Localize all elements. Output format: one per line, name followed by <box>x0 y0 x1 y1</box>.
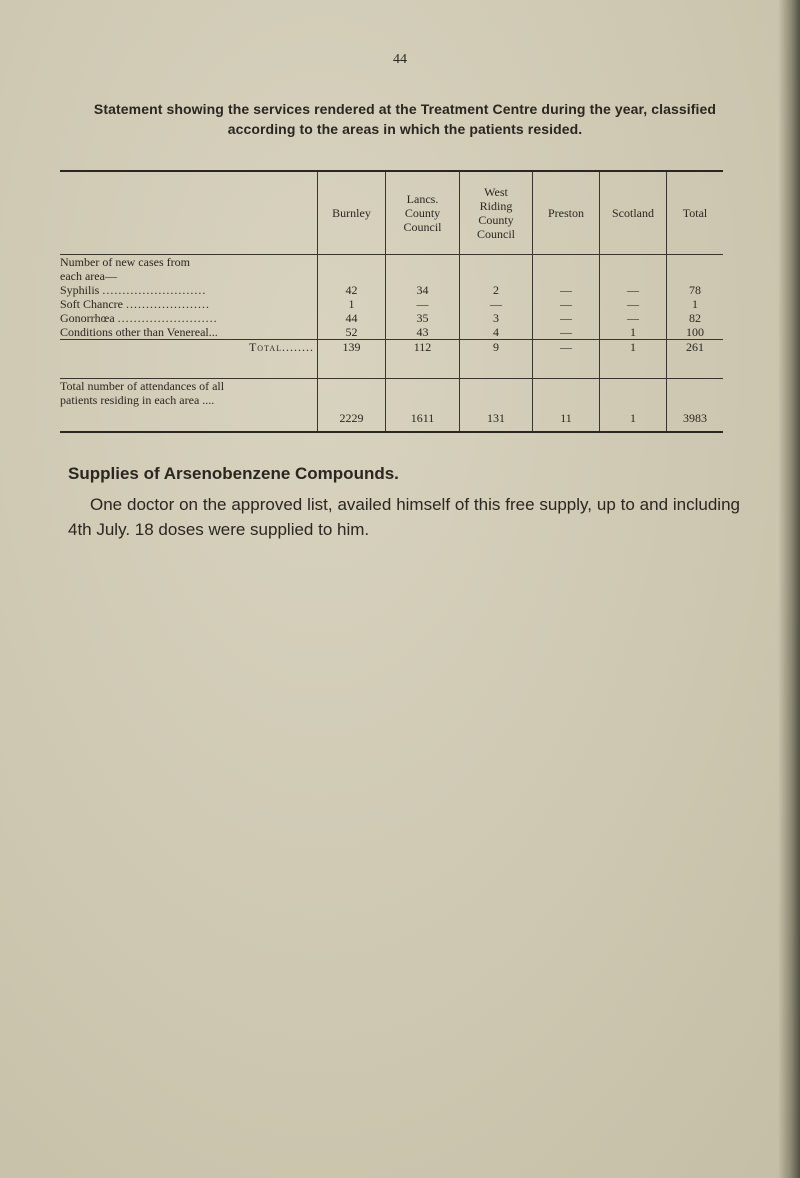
value: 82 <box>689 311 701 325</box>
total-label: Total........ <box>60 340 318 379</box>
header-preston <box>533 171 600 255</box>
value: — <box>416 297 429 311</box>
value: 11 <box>533 379 600 433</box>
value: 1 <box>600 340 667 379</box>
body-paragraph: One doctor on the approved list, availed himself of this free supply, up to and including 4th July. 18 doses were supplied to him. <box>68 495 740 539</box>
value: 4 <box>493 325 499 339</box>
west-riding-cell <box>460 255 533 340</box>
value: 44 <box>345 311 358 325</box>
value: 1 <box>630 325 636 339</box>
value: 78 <box>689 283 701 297</box>
value: 1 <box>600 379 667 433</box>
value: 1611 <box>386 379 460 433</box>
header-lancs <box>386 171 460 255</box>
header-line: Total <box>682 206 708 220</box>
value: — <box>560 283 572 297</box>
header-west-riding <box>460 171 533 255</box>
value: 1 <box>692 297 698 311</box>
page-number: 44 <box>393 52 407 67</box>
header-row <box>60 171 723 255</box>
row-label-conditions: Conditions other than Venereal... <box>60 325 218 339</box>
services-table <box>60 170 723 433</box>
lancs-cell <box>386 255 460 340</box>
header-blank <box>60 171 318 255</box>
attendance-row <box>60 379 723 433</box>
value: — <box>490 297 502 311</box>
value: — <box>533 340 600 379</box>
header-line: Burnley <box>332 206 371 220</box>
value: 112 <box>386 340 460 379</box>
header-line: Council <box>477 227 515 241</box>
value: 3983 <box>667 379 724 433</box>
header-total <box>667 171 724 255</box>
preston-cell <box>533 255 600 340</box>
header-line: County <box>404 206 441 220</box>
scotland-cell <box>600 255 667 340</box>
group-label-cell <box>60 255 318 340</box>
value: — <box>627 311 639 325</box>
total-cell <box>667 255 724 340</box>
attendance-label-line: patients residing in each area .... <box>60 393 215 407</box>
value: 100 <box>686 325 704 339</box>
attendance-label <box>60 379 318 433</box>
value: 42 <box>345 283 358 297</box>
value: — <box>560 297 572 311</box>
row-label-gonorrhoea: Gonorrhœa ......................... <box>60 311 218 325</box>
group-label-line: each area— <box>60 269 117 283</box>
burnley-cell <box>318 255 386 340</box>
value: — <box>560 311 572 325</box>
value: — <box>560 325 572 339</box>
value: 139 <box>318 340 386 379</box>
value: 43 <box>416 325 429 339</box>
value: 9 <box>460 340 533 379</box>
header-line: Riding <box>479 199 513 213</box>
row-label-syphilis: Syphilis .......................... <box>60 283 207 297</box>
header-line: West <box>484 185 508 199</box>
value: 35 <box>416 311 429 325</box>
header-line: Scotland <box>612 206 654 220</box>
row-label-soft-chancre: Soft Chancre ..................... <box>60 297 210 311</box>
total-row <box>60 340 723 379</box>
header-burnley <box>318 171 386 255</box>
group-label-line: Number of new cases from <box>60 255 190 269</box>
value: 2229 <box>318 379 386 433</box>
value: 131 <box>460 379 533 433</box>
value: 2 <box>493 283 499 297</box>
table-heading: Statement showing the services rendered at the Treatment Centre during the year, classified according to the areas in which the patients resided. <box>93 101 717 137</box>
header-line: Preston <box>548 206 584 220</box>
header-scotland <box>600 171 667 255</box>
section-subheading: Supplies of Arsenobenzene Compounds. <box>68 464 399 483</box>
attendance-label-line: Total number of attendances of all <box>60 379 225 393</box>
value: 3 <box>493 311 499 325</box>
new-cases-group <box>60 255 723 340</box>
header-line: Lancs. <box>406 192 439 206</box>
header-line: County <box>478 213 514 227</box>
value: 52 <box>345 325 358 339</box>
page-edge-shadow <box>778 0 800 1178</box>
value: 261 <box>667 340 724 379</box>
header-line: Council <box>403 220 442 234</box>
value: — <box>627 297 639 311</box>
value: 1 <box>348 297 355 311</box>
value: — <box>627 283 639 297</box>
value: 34 <box>416 283 429 297</box>
